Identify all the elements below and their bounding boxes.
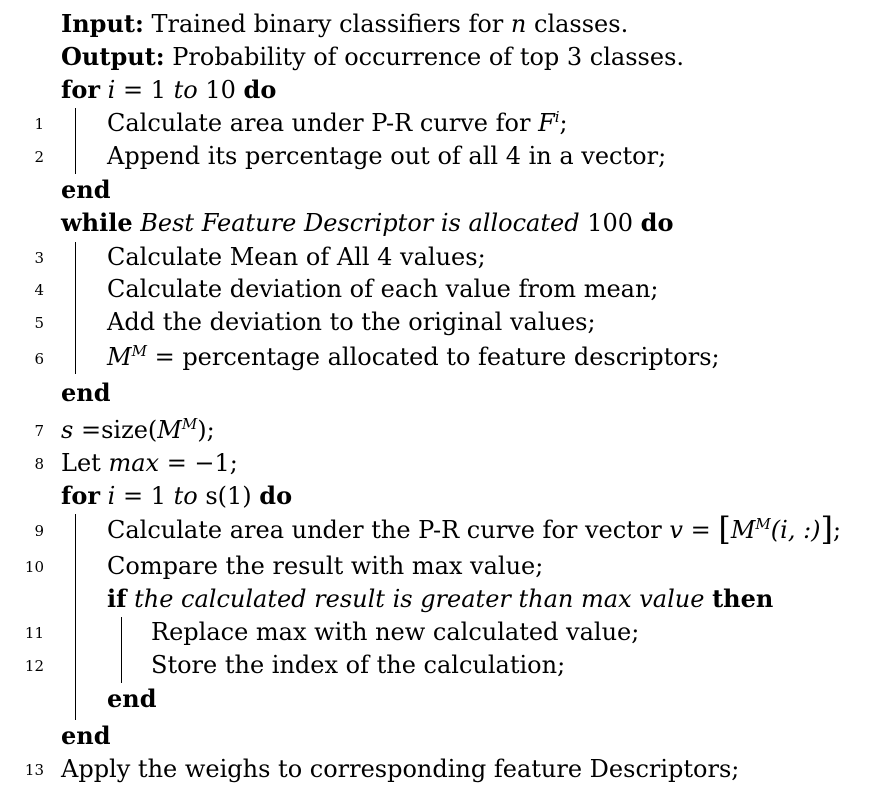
line-7-close: ); — [197, 416, 215, 444]
line-9-args: (i, :) — [770, 516, 821, 544]
line-13-text: Apply the weighs to corresponding feature Descriptors; — [61, 755, 740, 783]
line-10-text: Compare the result with max value; — [107, 552, 544, 580]
if-condition: the calculated result is greater than max value — [134, 585, 705, 613]
range-end: 10 — [205, 76, 236, 104]
line-9-symbol: M — [730, 516, 756, 544]
line-2-text: Append its percentage out of all 4 in a vector; — [107, 142, 667, 170]
algorithm-line-9 — [107, 510, 842, 548]
line-3-text: Calculate Mean of All 4 values; — [107, 243, 486, 271]
algorithm-line-4 — [107, 274, 659, 304]
line-6-text: = percentage allocated to feature descriptors; — [154, 343, 720, 371]
line-8-var: max — [108, 449, 160, 477]
line-6-symbol: M — [107, 343, 132, 371]
for-loop-1-header — [61, 75, 276, 105]
output-label: Output: — [61, 42, 165, 71]
line-number-1: 1 — [34, 115, 44, 133]
kw-then: then — [712, 584, 774, 613]
algorithm-line-13 — [61, 754, 739, 784]
loop-var: i — [107, 482, 116, 510]
kw-if: if — [107, 584, 127, 613]
if-header — [107, 584, 773, 614]
kw-to: to — [173, 76, 198, 104]
algorithm-line-7 — [61, 415, 215, 445]
input-line — [61, 9, 628, 39]
while-condition: Best Feature Descriptor is allocated — [140, 209, 580, 237]
line-1-sup: i — [554, 108, 560, 126]
line-number-7: 7 — [34, 422, 44, 440]
kw-while: while — [61, 208, 133, 237]
while-loop-header — [61, 208, 673, 238]
line-8-text: Let — [61, 449, 101, 477]
kw-do: do — [640, 208, 674, 237]
kw-do: do — [243, 75, 277, 104]
output-text: Probability of occurrence of top 3 classes. — [172, 43, 685, 71]
input-text-2: classes. — [534, 10, 629, 38]
algorithm-line-10 — [107, 551, 543, 581]
algorithm-line-6 — [107, 342, 720, 372]
line-7-var: s — [61, 416, 74, 444]
end-if — [107, 684, 157, 714]
line-5-text: Add the deviation to the original values; — [107, 308, 596, 336]
algorithm-line-5 — [107, 307, 596, 337]
loop-var: i — [107, 76, 116, 104]
line-1-semi: ; — [559, 109, 568, 137]
right-bracket: ] — [820, 510, 834, 548]
kw-for: for — [61, 481, 100, 510]
line-4-text: Calculate deviation of each value from mean; — [107, 275, 659, 303]
range-end: s(1) — [205, 482, 252, 510]
line-number-2: 2 — [34, 148, 44, 166]
kw-for: for — [61, 75, 100, 104]
line-7-text: =size( — [80, 416, 158, 444]
line-number-5: 5 — [34, 314, 44, 332]
line-12-text: Store the index of the calculation; — [151, 651, 566, 679]
left-bracket: [ — [718, 510, 731, 548]
line-number-10: 10 — [24, 558, 44, 576]
kw-end: end — [107, 684, 157, 713]
line-1-text: Calculate area under P-R curve for — [107, 109, 531, 137]
algorithm-line-11 — [151, 617, 639, 647]
algorithm-line-8 — [61, 448, 238, 478]
block-bar-if — [121, 617, 122, 683]
algorithm-line-2 — [107, 141, 666, 171]
line-9-eq: = — [690, 516, 711, 544]
line-9-text: Calculate area under the P-R curve for vector — [107, 516, 662, 544]
for-loop-3-header — [61, 481, 292, 511]
kw-end: end — [61, 378, 111, 407]
line-number-6: 6 — [34, 350, 44, 368]
line-7-sup: M — [181, 415, 198, 433]
algorithm-line-1 — [107, 108, 568, 138]
kw-to: to — [173, 482, 198, 510]
range-start: = 1 — [122, 76, 166, 104]
line-9-sup: M — [755, 515, 771, 533]
range-start: = 1 — [122, 482, 166, 510]
input-text: Trained binary classifiers for — [151, 10, 504, 38]
end-loop-1 — [61, 175, 111, 205]
block-bar-loop1 — [75, 108, 76, 174]
end-loop-2 — [61, 378, 111, 408]
kw-end: end — [61, 175, 111, 204]
input-var: n — [510, 10, 527, 38]
output-line — [61, 42, 684, 72]
line-8-rest: = −1; — [166, 449, 238, 477]
line-number-11: 11 — [24, 624, 44, 642]
line-9-semi: ; — [833, 516, 842, 544]
block-bar-loop2 — [75, 242, 76, 374]
algorithm-line-12 — [151, 650, 565, 680]
line-7-symbol: M — [157, 416, 182, 444]
line-number-13: 13 — [24, 761, 44, 779]
line-number-3: 3 — [34, 249, 44, 267]
algorithm-line-3 — [107, 242, 486, 272]
line-1-var: F — [538, 109, 555, 137]
line-number-8: 8 — [34, 455, 44, 473]
line-6-sup: M — [131, 342, 147, 360]
line-11-text: Replace max with new calculated value; — [151, 618, 640, 646]
line-9-var: v — [669, 516, 683, 544]
while-value: 100 — [587, 209, 634, 237]
line-number-9: 9 — [34, 522, 44, 540]
block-bar-loop3 — [75, 514, 76, 720]
line-number-12: 12 — [24, 657, 44, 675]
kw-do: do — [259, 481, 293, 510]
end-loop-3 — [61, 721, 111, 751]
line-number-4: 4 — [34, 281, 44, 299]
input-label: Input: — [61, 9, 144, 38]
kw-end: end — [61, 721, 111, 750]
